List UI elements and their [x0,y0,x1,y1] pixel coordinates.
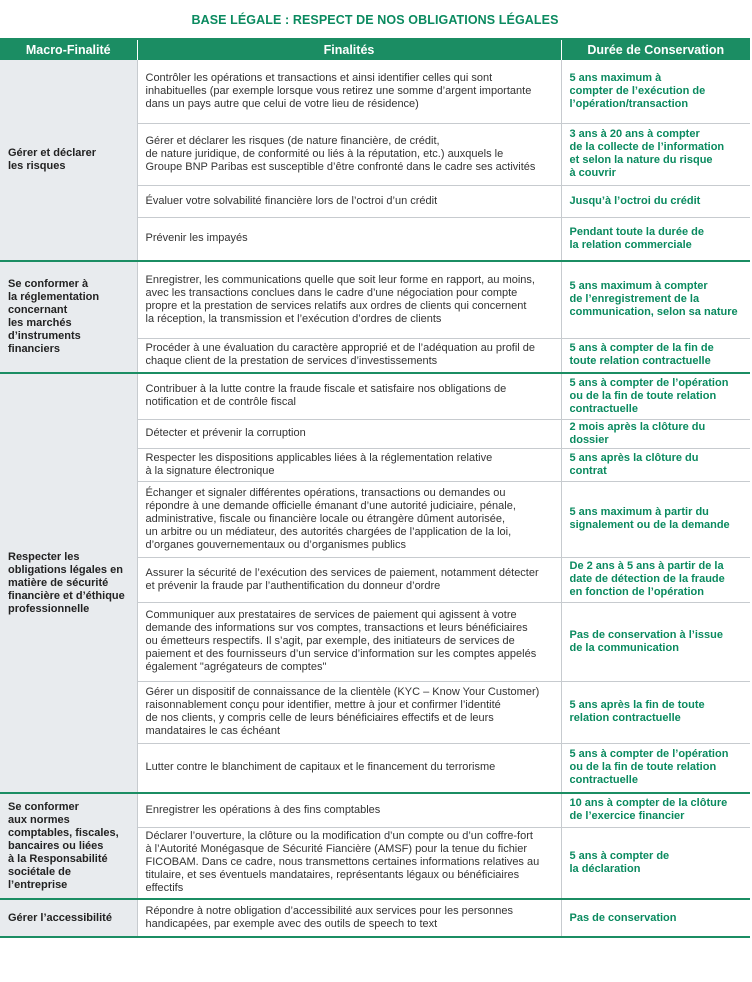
duree-cell: 3 ans à 20 ans à compter de la collecte de l’information et selon la nature du risque à couvrir [561,123,750,185]
header-finalites: Finalités [137,40,561,60]
duree-cell: 5 ans à compter de l’opération ou de la fin de toute relation contractuelle [561,743,750,793]
finalite-cell: Assurer la sécurité de l’exécution des services de paiement, notamment détecter et prévenir la fraude par l’authentification du donneur d’ordre [137,557,561,602]
duree-cell: 5 ans maximum à compter de l’exécution de l’opération/transaction [561,60,750,123]
finalite-cell: Contribuer à la lutte contre la fraude fiscale et satisfaire nos obligations de notification et de contrôle fiscal [137,373,561,419]
duree-cell: 5 ans à compter de la fin de toute relation contractuelle [561,338,750,373]
table-row [0,373,750,419]
duree-cell: 5 ans après la fin de toute relation contractuelle [561,681,750,743]
duree-cell: Jusqu’à l’octroi du crédit [561,185,750,217]
finalite-cell: Lutter contre le blanchiment de capitaux et le financement du terrorisme [137,743,561,793]
table-row [0,793,750,827]
duree-cell: 2 mois après la clôture du dossier [561,419,750,448]
retention-table [0,40,750,938]
duree-cell: De 2 ans à 5 ans à partir de la date de détection de la fraude en fonction de l’opération [561,557,750,602]
duree-cell: Pendant toute la durée de la relation commerciale [561,217,750,261]
table-header-row [0,40,750,60]
finalite-cell: Détecter et prévenir la corruption [137,419,561,448]
table-body [0,60,750,937]
finalite-cell: Déclarer l’ouverture, la clôture ou la modification d’un compte ou d’un coffre-fort à l’Autorité Monégasque de Sécurité Fiancière (AMSF) pour la tenue du fichier FICOBAM. Dans ce cadre, nous transmettons certaines informations relatives au titulaire, et ses éventuels mandataires, représentants légaux ou bénéficiaires effectifs [137,827,561,899]
finalite-cell: Échanger et signaler différentes opérations, transactions ou demandes ou répondre à une demande officielle émanant d’une autorité judiciaire, pénale, administrative, fiscale ou financière locale ou étrangère dûment autorisée, un arbitre ou un médiateur, des autorités chargées de l’application de la loi, d’organes gouvernementaux ou d’organismes publics [137,481,561,557]
finalite-cell: Procéder à une évaluation du caractère approprié et de l’adéquation au profil de chaque client de la prestation de services d’investissements [137,338,561,373]
finalite-cell: Respecter les dispositions applicables liées à la réglementation relative à la signature électronique [137,448,561,481]
finalite-cell: Évaluer votre solvabilité financière lors de l’octroi d’un crédit [137,185,561,217]
finalite-cell: Gérer et déclarer les risques (de nature financière, de crédit, de nature juridique, de conformité ou liés à la réputation, etc.) auxquels le Groupe BNP Paribas est susceptible d’être confronté dans le cadre ses activités [137,123,561,185]
macro-finalite-cell [0,793,137,899]
finalite-cell: Communiquer aux prestataires de services de paiement qui agissent à votre demande des informations sur vos comptes, transactions et leurs bénéficiaires ou émetteurs respectifs. Il s’agit, par exemple, des initiateurs de services de paiement et des fournisseurs d’un service d’information sur les comptes appelés également "agrégateurs de comptes" [137,602,561,681]
macro-finalite-label: Respecter les obligations légales en matière de sécurité financière et d’éthique professionnelle [8,550,125,615]
macro-finalite-label: Gérer et déclarer les risques [8,147,97,172]
duree-cell: 5 ans à compter de la déclaration [561,827,750,899]
finalite-cell: Prévenir les impayés [137,217,561,261]
table-row [0,60,750,123]
table-row [0,261,750,338]
finalite-cell: Enregistrer, les communications quelle que soit leur forme en rapport, au moins, avec les transactions conclues dans le cadre d’une négociation pour compte propre et la prestation de services relatifs aux ordres de clients qui concernent la réception, la transmission et l’exécution d’ordres de clients [137,261,561,338]
finalite-cell: Contrôler les opérations et transactions et ainsi identifier celles qui sont inhabituelles (par exemple lorsque vous retirez une somme d’argent importante dans un pays autre que celui de votre lieu de résidence) [137,60,561,123]
macro-finalite-cell [0,261,137,373]
duree-cell: Pas de conservation à l’issue de la communication [561,602,750,681]
duree-cell: 10 ans à compter de la clôture de l’exercice financier [561,793,750,827]
macro-finalite-cell [0,60,137,261]
macro-finalite-label: Se conformer aux normes comptables, fiscales, bancaires ou liées à la Responsabilité sociétale de l’entreprise [8,800,119,891]
header-duree: Durée de Conservation [561,40,750,60]
table-row [0,899,750,937]
macro-finalite-label: Se conformer à la réglementation concernant les marchés d’instruments financiers [8,278,100,355]
macro-finalite-cell [0,373,137,793]
finalite-cell: Gérer un dispositif de connaissance de la clientèle (KYC – Know Your Customer) raisonnablement conçu pour identifier, mettre à jour et confirmer l’identité de nos clients, y compris celle de leurs bénéficiaires effectifs et de leurs mandataires le cas échéant [137,681,561,743]
finalite-cell: Répondre à notre obligation d’accessibilité aux services pour les personnes handicapées, par exemple avec des outils de speech to text [137,899,561,937]
duree-cell: 5 ans maximum à partir du signalement ou de la demande [561,481,750,557]
macro-finalite-label: Gérer l’accessibilité [8,911,112,924]
duree-cell: Pas de conservation [561,899,750,937]
finalite-cell: Enregistrer les opérations à des fins comptables [137,793,561,827]
duree-cell: 5 ans maximum à compter de l’enregistrement de la communication, selon sa nature [561,261,750,338]
section-title: BASE LÉGALE : RESPECT DE NOS OBLIGATIONS LÉGALES [0,0,750,40]
macro-finalite-cell [0,899,137,937]
duree-cell: 5 ans après la clôture du contrat [561,448,750,481]
header-macro: Macro-Finalité [0,40,137,60]
duree-cell: 5 ans à compter de l’opération ou de la fin de toute relation contractuelle [561,373,750,419]
